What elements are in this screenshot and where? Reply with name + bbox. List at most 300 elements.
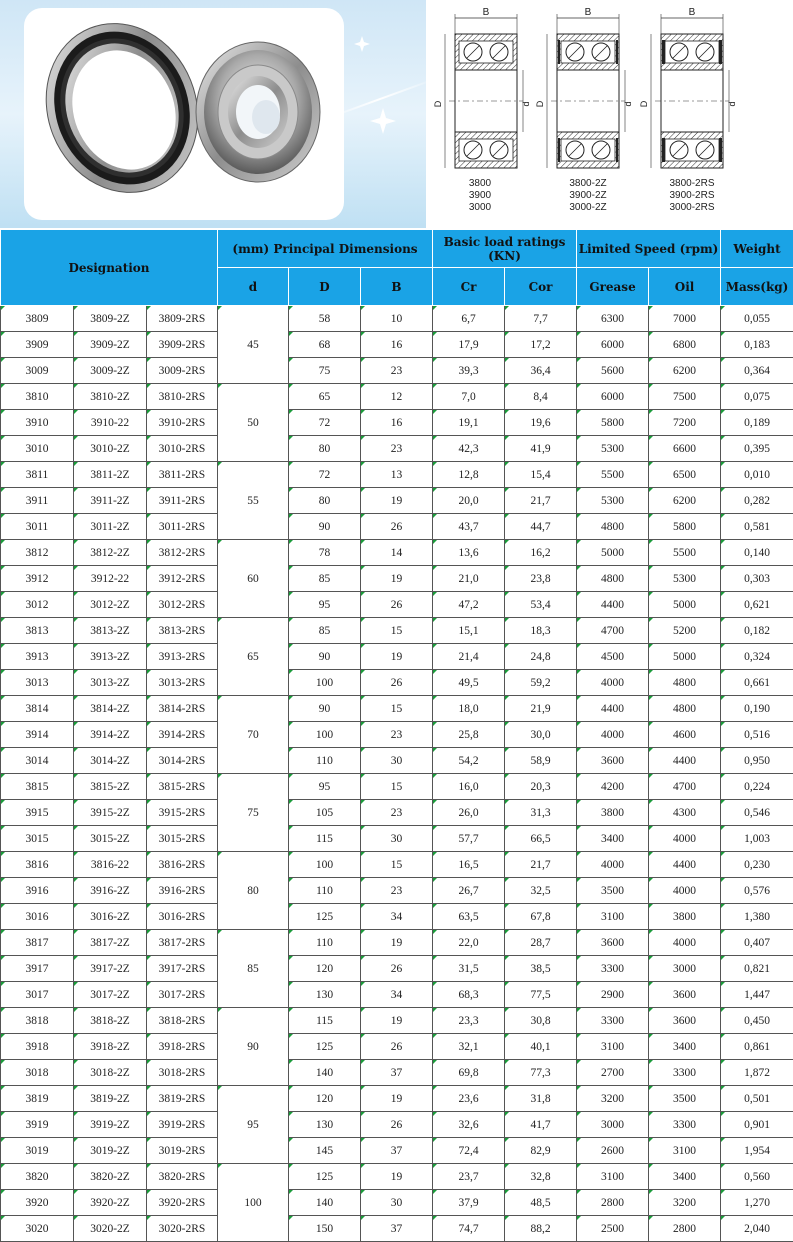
width: 37 — [361, 1138, 433, 1164]
width: 30 — [361, 748, 433, 774]
mass-value: 0,140 — [721, 540, 793, 566]
cr-value: 74,7 — [433, 1216, 505, 1242]
oil-speed: 4300 — [649, 800, 721, 826]
bore-diameter-label: d — [521, 101, 531, 107]
grease-speed: 3100 — [577, 1034, 649, 1060]
mass-value: 0,230 — [721, 852, 793, 878]
2rs-designation: 3011-2RS — [147, 514, 218, 540]
2z-designation: 3012-2Z — [74, 592, 147, 618]
2rs-designation: 3810-2RS — [147, 384, 218, 410]
outer-diameter: 90 — [289, 696, 361, 722]
cor-value: 24,8 — [505, 644, 577, 670]
table-row — [1, 384, 793, 410]
cr-value: 22,0 — [433, 930, 505, 956]
cor-value: 7,7 — [505, 306, 577, 332]
model-caption: 3900-2Z — [569, 190, 607, 201]
table-row — [1, 306, 793, 332]
cr-value: 32,1 — [433, 1034, 505, 1060]
outer-diameter: 80 — [289, 436, 361, 462]
bore-diameter-label: d — [623, 101, 633, 107]
cr-value: 68,3 — [433, 982, 505, 1008]
open-designation: 3918 — [1, 1034, 74, 1060]
table-row — [1, 774, 793, 800]
2rs-designation: 3812-2RS — [147, 540, 218, 566]
oil-speed: 3500 — [649, 1086, 721, 1112]
2z-designation: 3016-2Z — [74, 904, 147, 930]
2rs-designation: 3014-2RS — [147, 748, 218, 774]
open-designation: 3915 — [1, 800, 74, 826]
model-caption: 3800 — [468, 178, 492, 189]
mass-value: 1,447 — [721, 982, 793, 1008]
mass-value: 2,040 — [721, 1216, 793, 1242]
oil-speed: 3400 — [649, 1034, 721, 1060]
open-designation: 3016 — [1, 904, 74, 930]
width: 23 — [361, 358, 433, 384]
bearing-section-2 — [535, 7, 633, 213]
cr-value: 57,7 — [433, 826, 505, 852]
2rs-designation: 3809-2RS — [147, 306, 218, 332]
oil-speed: 4600 — [649, 722, 721, 748]
table-row — [1, 878, 793, 904]
mass-value: 0,450 — [721, 1008, 793, 1034]
table-row — [1, 644, 793, 670]
bearing-section-drawings — [433, 7, 737, 213]
2z-designation: 3915-2Z — [74, 800, 147, 826]
oil-speed: 5800 — [649, 514, 721, 540]
cor-value: 40,1 — [505, 1034, 577, 1060]
oil-speed: 5500 — [649, 540, 721, 566]
cr-value: 26,7 — [433, 878, 505, 904]
cor-value: 77,3 — [505, 1060, 577, 1086]
2rs-designation: 3814-2RS — [147, 696, 218, 722]
outer-diameter: 78 — [289, 540, 361, 566]
outer-diameter: 100 — [289, 852, 361, 878]
cor-value: 30,0 — [505, 722, 577, 748]
table-row — [1, 826, 793, 852]
outer-diameter: 120 — [289, 956, 361, 982]
outer-diameter-label: D — [535, 100, 545, 108]
open-designation: 3019 — [1, 1138, 74, 1164]
2z-designation: 3813-2Z — [74, 618, 147, 644]
open-designation: 3018 — [1, 1060, 74, 1086]
open-designation: 3020 — [1, 1216, 74, 1242]
width: 15 — [361, 774, 433, 800]
2z-designation: 3819-2Z — [74, 1086, 147, 1112]
table-row — [1, 670, 793, 696]
grease-speed: 3200 — [577, 1086, 649, 1112]
cr-value: 43,7 — [433, 514, 505, 540]
mass-header: Mass(kg) — [721, 268, 793, 306]
cor-value: 41,9 — [505, 436, 577, 462]
grease-speed: 6000 — [577, 384, 649, 410]
load-ratings-header: Basic load ratings (KN) — [433, 230, 577, 268]
oil-speed: 4400 — [649, 852, 721, 878]
width: 19 — [361, 488, 433, 514]
2rs-designation: 3912-2RS — [147, 566, 218, 592]
2rs-designation: 3920-2RS — [147, 1190, 218, 1216]
2z-designation: 3009-2Z — [74, 358, 147, 384]
oil-speed: 5300 — [649, 566, 721, 592]
model-caption: 3800-2RS — [669, 178, 715, 189]
table-row — [1, 358, 793, 384]
cr-value: 7,0 — [433, 384, 505, 410]
principal-dimensions-header: (mm) Principal Dimensions — [218, 230, 433, 268]
cor-value: 88,2 — [505, 1216, 577, 1242]
open-designation: 3017 — [1, 982, 74, 1008]
2z-designation: 3018-2Z — [74, 1060, 147, 1086]
open-designation: 3819 — [1, 1086, 74, 1112]
cor-value: 82,9 — [505, 1138, 577, 1164]
2rs-designation: 3012-2RS — [147, 592, 218, 618]
width: 12 — [361, 384, 433, 410]
cor-value: 16,2 — [505, 540, 577, 566]
width: 15 — [361, 696, 433, 722]
cor-value: 36,4 — [505, 358, 577, 384]
table-row — [1, 592, 793, 618]
cor-value: 44,7 — [505, 514, 577, 540]
table-row — [1, 1216, 793, 1242]
bore-diameter: 90 — [218, 1008, 289, 1086]
2z-designation: 3020-2Z — [74, 1216, 147, 1242]
bore-diameter-label: d — [727, 101, 737, 107]
cor-header: Cor — [505, 268, 577, 306]
cr-value: 42,3 — [433, 436, 505, 462]
model-caption: 3000-2RS — [669, 202, 715, 213]
table-row — [1, 436, 793, 462]
outer-diameter: 145 — [289, 1138, 361, 1164]
cr-header: Cr — [433, 268, 505, 306]
outer-diameter: 130 — [289, 982, 361, 1008]
grease-speed: 3300 — [577, 956, 649, 982]
cor-value: 38,5 — [505, 956, 577, 982]
2z-designation: 3015-2Z — [74, 826, 147, 852]
mass-value: 0,407 — [721, 930, 793, 956]
mass-value: 1,270 — [721, 1190, 793, 1216]
width: 26 — [361, 956, 433, 982]
2rs-designation: 3017-2RS — [147, 982, 218, 1008]
table-row — [1, 982, 793, 1008]
bearing-section-3 — [639, 7, 737, 213]
width: 19 — [361, 1086, 433, 1112]
table-row — [1, 1112, 793, 1138]
mass-value: 0,560 — [721, 1164, 793, 1190]
oil-speed: 4000 — [649, 826, 721, 852]
open-designation: 3914 — [1, 722, 74, 748]
2z-designation: 3019-2Z — [74, 1138, 147, 1164]
table-row — [1, 1008, 793, 1034]
2z-designation: 3919-2Z — [74, 1112, 147, 1138]
grease-speed: 4800 — [577, 514, 649, 540]
open-designation: 3909 — [1, 332, 74, 358]
oil-speed: 3100 — [649, 1138, 721, 1164]
grease-speed: 6000 — [577, 332, 649, 358]
cr-value: 31,5 — [433, 956, 505, 982]
width: 37 — [361, 1060, 433, 1086]
2rs-designation: 3816-2RS — [147, 852, 218, 878]
outer-diameter: 115 — [289, 826, 361, 852]
bore-diameter: 75 — [218, 774, 289, 852]
table-row — [1, 1164, 793, 1190]
mass-value: 1,380 — [721, 904, 793, 930]
width: 26 — [361, 592, 433, 618]
open-designation: 3917 — [1, 956, 74, 982]
b-header: B — [361, 268, 433, 306]
outer-diameter: 58 — [289, 306, 361, 332]
open-designation: 3815 — [1, 774, 74, 800]
outer-diameter: 150 — [289, 1216, 361, 1242]
bearing-spec-table — [0, 229, 793, 1242]
cr-value: 39,3 — [433, 358, 505, 384]
open-designation: 3911 — [1, 488, 74, 514]
outer-diameter: 110 — [289, 748, 361, 774]
technical-drawings — [428, 0, 793, 228]
grease-speed: 5000 — [577, 540, 649, 566]
oil-speed: 6200 — [649, 358, 721, 384]
open-designation: 3810 — [1, 384, 74, 410]
bore-diameter: 85 — [218, 930, 289, 1008]
open-designation: 3809 — [1, 306, 74, 332]
cor-value: 32,8 — [505, 1164, 577, 1190]
open-designation: 3814 — [1, 696, 74, 722]
bore-diameter: 55 — [218, 462, 289, 540]
oil-speed: 5000 — [649, 644, 721, 670]
bore-diameter: 70 — [218, 696, 289, 774]
oil-speed: 3800 — [649, 904, 721, 930]
width: 19 — [361, 566, 433, 592]
grease-speed: 4400 — [577, 592, 649, 618]
cr-value: 49,5 — [433, 670, 505, 696]
grease-speed: 2500 — [577, 1216, 649, 1242]
grease-speed: 4800 — [577, 566, 649, 592]
2z-designation: 3815-2Z — [74, 774, 147, 800]
table-row — [1, 1086, 793, 1112]
outer-diameter: 125 — [289, 1034, 361, 1060]
table-row — [1, 800, 793, 826]
width: 15 — [361, 618, 433, 644]
grease-speed: 5500 — [577, 462, 649, 488]
outer-diameter: 85 — [289, 566, 361, 592]
cor-value: 30,8 — [505, 1008, 577, 1034]
2rs-designation: 3818-2RS — [147, 1008, 218, 1034]
bore-diameter: 65 — [218, 618, 289, 696]
oil-speed: 3000 — [649, 956, 721, 982]
spec-table-body — [1, 306, 793, 1242]
2rs-designation: 3820-2RS — [147, 1164, 218, 1190]
width: 19 — [361, 1164, 433, 1190]
mass-value: 0,224 — [721, 774, 793, 800]
grease-speed: 2900 — [577, 982, 649, 1008]
cor-value: 19,6 — [505, 410, 577, 436]
2z-designation: 3820-2Z — [74, 1164, 147, 1190]
table-row — [1, 904, 793, 930]
oil-speed: 3300 — [649, 1060, 721, 1086]
oil-speed: 4800 — [649, 670, 721, 696]
cr-value: 13,6 — [433, 540, 505, 566]
cr-value: 26,0 — [433, 800, 505, 826]
2z-designation: 3918-2Z — [74, 1034, 147, 1060]
open-designation: 3013 — [1, 670, 74, 696]
cr-value: 69,8 — [433, 1060, 505, 1086]
table-row — [1, 748, 793, 774]
cor-value: 67,8 — [505, 904, 577, 930]
cr-value: 20,0 — [433, 488, 505, 514]
width: 26 — [361, 670, 433, 696]
2z-designation: 3809-2Z — [74, 306, 147, 332]
width: 30 — [361, 1190, 433, 1216]
table-row — [1, 696, 793, 722]
open-designation: 3820 — [1, 1164, 74, 1190]
2rs-designation: 3016-2RS — [147, 904, 218, 930]
grease-speed: 5300 — [577, 436, 649, 462]
cor-value: 21,9 — [505, 696, 577, 722]
cr-value: 21,0 — [433, 566, 505, 592]
2z-designation: 3816-22 — [74, 852, 147, 878]
oil-speed: 4000 — [649, 930, 721, 956]
mass-value: 1,872 — [721, 1060, 793, 1086]
width: 19 — [361, 930, 433, 956]
grease-speed: 4000 — [577, 852, 649, 878]
grease-speed: 3300 — [577, 1008, 649, 1034]
grease-speed: 5300 — [577, 488, 649, 514]
2rs-designation: 3918-2RS — [147, 1034, 218, 1060]
oil-speed: 7500 — [649, 384, 721, 410]
oil-speed: 6600 — [649, 436, 721, 462]
outer-diameter: 140 — [289, 1190, 361, 1216]
outer-d-header: D — [289, 268, 361, 306]
outer-diameter: 110 — [289, 930, 361, 956]
outer-diameter: 85 — [289, 618, 361, 644]
2rs-designation: 3917-2RS — [147, 956, 218, 982]
oil-speed: 6500 — [649, 462, 721, 488]
bore-diameter: 100 — [218, 1164, 289, 1242]
cor-value: 18,3 — [505, 618, 577, 644]
cor-value: 31,8 — [505, 1086, 577, 1112]
width: 23 — [361, 878, 433, 904]
grease-speed: 4400 — [577, 696, 649, 722]
2rs-designation: 3817-2RS — [147, 930, 218, 956]
hero-banner — [0, 0, 793, 228]
2z-designation: 3013-2Z — [74, 670, 147, 696]
outer-diameter: 72 — [289, 410, 361, 436]
width: 10 — [361, 306, 433, 332]
mass-value: 0,324 — [721, 644, 793, 670]
cor-value: 17,2 — [505, 332, 577, 358]
2rs-designation: 3018-2RS — [147, 1060, 218, 1086]
weight-header: Weight — [721, 230, 793, 268]
grease-speed: 3400 — [577, 826, 649, 852]
mass-value: 0,861 — [721, 1034, 793, 1060]
open-designation: 3009 — [1, 358, 74, 384]
mass-value: 0,516 — [721, 722, 793, 748]
cr-value: 23,6 — [433, 1086, 505, 1112]
cor-value: 28,7 — [505, 930, 577, 956]
table-row — [1, 410, 793, 436]
mass-value: 1,003 — [721, 826, 793, 852]
2rs-designation: 3913-2RS — [147, 644, 218, 670]
grease-speed: 2600 — [577, 1138, 649, 1164]
cr-value: 23,7 — [433, 1164, 505, 1190]
2rs-designation: 3916-2RS — [147, 878, 218, 904]
oil-speed: 3600 — [649, 1008, 721, 1034]
2rs-designation: 3915-2RS — [147, 800, 218, 826]
mass-value: 0,183 — [721, 332, 793, 358]
bearing-photo — [0, 0, 426, 228]
oil-speed: 3200 — [649, 1190, 721, 1216]
open-designation: 3816 — [1, 852, 74, 878]
cr-value: 16,5 — [433, 852, 505, 878]
outer-diameter: 72 — [289, 462, 361, 488]
oil-speed: 7200 — [649, 410, 721, 436]
open-designation: 3912 — [1, 566, 74, 592]
bearing-section-1 — [433, 7, 531, 213]
bore-diameter: 45 — [218, 306, 289, 384]
2z-designation: 3812-2Z — [74, 540, 147, 566]
grease-speed: 2800 — [577, 1190, 649, 1216]
cr-value: 17,9 — [433, 332, 505, 358]
grease-speed: 3500 — [577, 878, 649, 904]
cr-value: 15,1 — [433, 618, 505, 644]
2rs-designation: 3010-2RS — [147, 436, 218, 462]
grease-speed: 5600 — [577, 358, 649, 384]
grease-speed: 4000 — [577, 670, 649, 696]
outer-diameter: 90 — [289, 514, 361, 540]
width: 30 — [361, 826, 433, 852]
2rs-designation: 3919-2RS — [147, 1112, 218, 1138]
bore-diameter: 50 — [218, 384, 289, 462]
open-designation: 3014 — [1, 748, 74, 774]
mass-value: 0,621 — [721, 592, 793, 618]
outer-diameter: 125 — [289, 904, 361, 930]
grease-speed: 5800 — [577, 410, 649, 436]
grease-speed: 3000 — [577, 1112, 649, 1138]
mass-value: 0,190 — [721, 696, 793, 722]
grease-speed: 2700 — [577, 1060, 649, 1086]
2z-designation: 3917-2Z — [74, 956, 147, 982]
outer-diameter: 110 — [289, 878, 361, 904]
2z-designation: 3011-2Z — [74, 514, 147, 540]
cor-value: 20,3 — [505, 774, 577, 800]
width: 23 — [361, 722, 433, 748]
grease-speed: 3800 — [577, 800, 649, 826]
width: 26 — [361, 514, 433, 540]
cr-value: 47,2 — [433, 592, 505, 618]
grease-header: Grease — [577, 268, 649, 306]
outer-diameter: 120 — [289, 1086, 361, 1112]
oil-speed: 6800 — [649, 332, 721, 358]
cor-value: 66,5 — [505, 826, 577, 852]
mass-value: 0,581 — [721, 514, 793, 540]
width: 34 — [361, 982, 433, 1008]
cor-value: 15,4 — [505, 462, 577, 488]
width: 26 — [361, 1034, 433, 1060]
table-row — [1, 618, 793, 644]
cor-value: 53,4 — [505, 592, 577, 618]
cor-value: 41,7 — [505, 1112, 577, 1138]
open-designation: 3010 — [1, 436, 74, 462]
cr-value: 32,6 — [433, 1112, 505, 1138]
cor-value: 32,5 — [505, 878, 577, 904]
2rs-designation: 3013-2RS — [147, 670, 218, 696]
table-row — [1, 852, 793, 878]
open-designation: 3817 — [1, 930, 74, 956]
model-caption: 3900-2RS — [669, 190, 715, 201]
2z-designation: 3910-22 — [74, 410, 147, 436]
outer-diameter: 115 — [289, 1008, 361, 1034]
outer-diameter: 100 — [289, 722, 361, 748]
table-row — [1, 1060, 793, 1086]
cor-value: 8,4 — [505, 384, 577, 410]
designation-header: Designation — [1, 230, 218, 306]
